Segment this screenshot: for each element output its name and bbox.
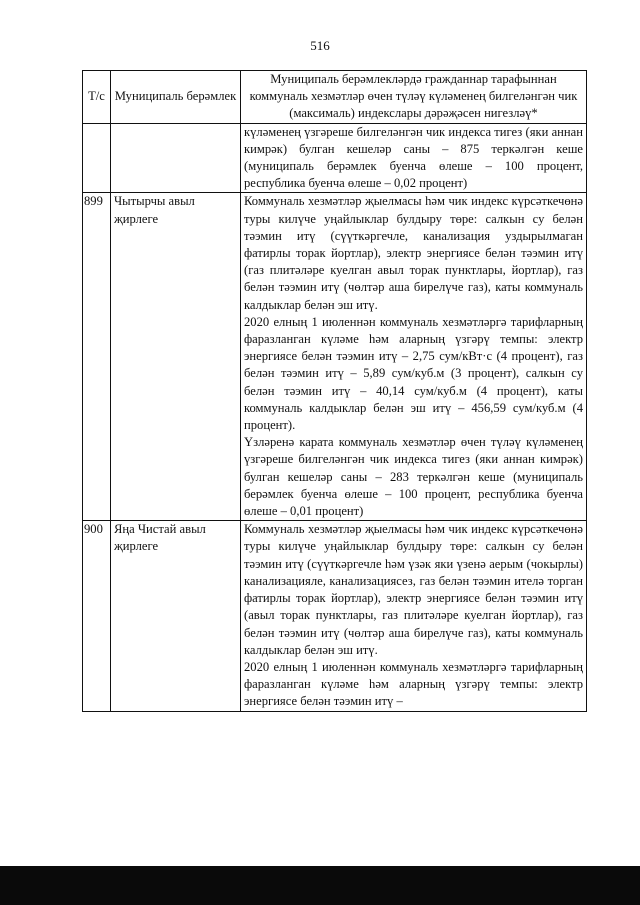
paragraph: 2020 елның 1 июленнән коммуналь хезмәтләргә тарифларның фаразланган күләме һәм аларның үзгәрү темпы: электр энергиясе белән тәэмин итү – 2,75 сум/кВт·с (4 процент), газ белән тәэмин итү – 5,89 сум/куб.м (3 процент), салкын су белән тәэмин итү – 40,14 сум/куб.м (4 процент), каты коммуналь калдыклар белән эш итү – 456,59 сум/куб.м (4 процент).: [244, 314, 583, 433]
row-number: 899: [83, 193, 111, 521]
row-number: [83, 123, 111, 193]
tariff-table: [82, 70, 587, 712]
header-municipality: Муниципаль берәмлек: [111, 71, 241, 124]
header-description: Муниципаль берәмлекләрдә гражданнар тарафыннан коммуналь хезмәтләр өчен түләү күләменең билгеләнгән чик (максималь) индекслары дәрәҗәсен нигезләү*: [241, 71, 587, 124]
row-municipality: Яңа Чистай авыл җирлеге: [111, 521, 241, 711]
table-row: [83, 123, 587, 193]
paragraph: күләменең үзгәреше билгеләнгән чик индекса тигез (яки аннан кимрәк) булган кешеләр саны – 875 теркәлгән кеше (муниципаль берәмлек буенча өлеше – 100 процент, республика буенча өлеше – 0,02 процент): [244, 124, 583, 191]
table-row: [83, 521, 587, 711]
paragraph: Коммуналь хезмәтләр җыелмасы һәм чик индекс күрсәткечөнә туры килүче уңайлыклар булдыру төре: салкын су белән тәэмин итү (сүүткәргечле һәм үзәк яки үзенә аерым (чокырлы) канализацияле, канализациясез, газ белән тәэмин ителә торган фатирлы торак йортлар), электр энергиясе белән тәэмин итү (авыл торак пунктлары, газ плитәләре куелган йортлар), газ белән тәэмин итү (чөлтәр аша бирелүче газ), каты коммуналь калдыклар белән эш итү.: [244, 522, 583, 657]
page-number: 516: [310, 38, 330, 53]
row-description: [241, 123, 587, 193]
row-description: [241, 193, 587, 521]
row-municipality: [111, 123, 241, 193]
row-municipality: Чытырчы авыл җирлеге: [111, 193, 241, 521]
table-row: [83, 193, 587, 521]
row-number: 900: [83, 521, 111, 711]
row-description: [241, 521, 587, 711]
scan-bottom-edge: [0, 866, 640, 905]
paragraph: Үзләренә карата коммуналь хезмәтләр өчен түләү күләменең үзгәреше билгеләнгән чик индекса тигез (яки аннан кимрәк) булган кешеләр саны – 283 теркәлгән кеше (муниципаль берәмлек буенча өлеше – 100 процент, республика буенча өлеше – 0,01 процент): [244, 435, 583, 519]
paragraph: 2020 елның 1 июленнән коммуналь хезмәтләргә тарифларның фаразланган күләме һәм аларның үзгәрү темпы: электр энергиясе белән тәэмин итү –: [244, 659, 583, 709]
paragraph: Коммуналь хезмәтләр җыелмасы һәм чик индекс күрсәткечөнә туры килүче уңайлыклар булдыру төре: салкын су белән тәэмин итү (сүүткәргечле, канализация уздырылмаган фатирлы торак йортлар), электр энергиясе белән тәэмин итү (газ плитәләре куелган авыл торак пунктлары, йортлар), газ белән тәэмин итү (чөлтәр аша бирелүче газ), каты коммуналь калдыклар белән эш итү.: [244, 194, 583, 312]
header-number: Т/с: [83, 71, 111, 124]
table-header-row: [83, 71, 587, 124]
